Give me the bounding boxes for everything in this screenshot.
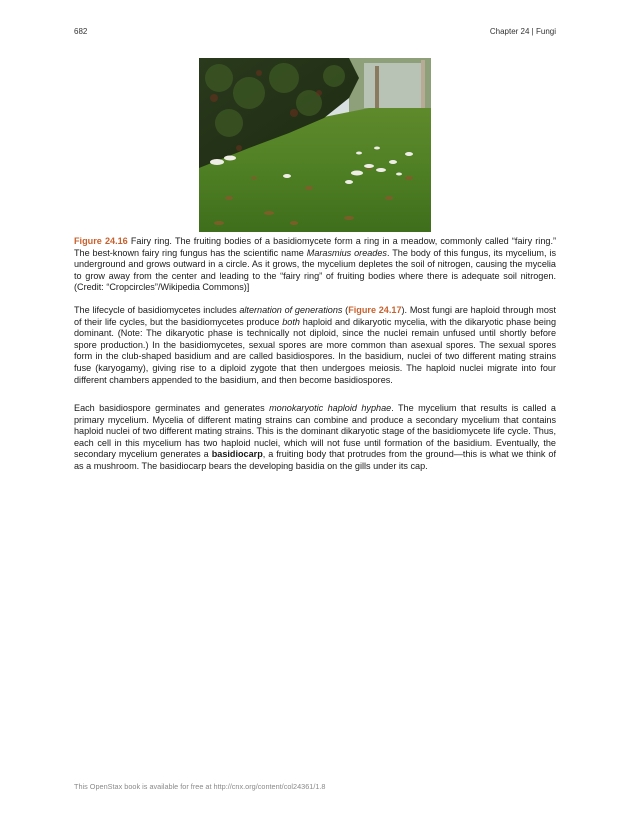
p1-italic-2: both [282,316,300,327]
p2-bold-term: basidiocarp [211,449,263,460]
p1-text-3: ). Most fungi are haploid through most of their life cycles, but the basidiomycetes produce [74,305,556,327]
p1-text-1: The lifecycle of basidiomycetes includes [74,305,240,315]
paragraph-basidiospore [74,403,556,473]
caption-text-1: Fairy ring. The fruiting bodies of a basidiomycete form a ring in a meadow, commonly called “fairy ring.” The best-known fairy ring fungus has the scientific name [74,236,556,258]
p2-text-1: Each basidiospore germinates and generates [74,403,270,413]
page-footer: This OpenStax book is available for free at http://cnx.org/content/col24361/1.8 [74,782,326,791]
fairy-ring-photo [199,58,431,232]
p2-text-2: . The mycelium that results is called a primary mycelium. Mycelia of different mating strains can combine and produce a secondary mycelium that contains haploid nuclei of two different mating strains. This is the dominant dikaryotic stage of the basidiomycete life cycle. Thus, each cell in this mycelium has two haploid nuclei, which will not fuse until formation of the basidium. Eventually, the secondary mycelium generates a [74,403,556,460]
caption-text-2: . The body of this fungus, its mycelium, is underground and grows outward in a circle. As it grows, the mycelium depletes the soil of nitrogen, causing the mycelia to grow away from the center and leading to the “fairy ring” of fruiting bodies where there is adequate soil nitrogen. (Credit: “Cropcircles”/Wikipedia Commons)] [74,247,556,293]
page-number: 682 [74,27,88,36]
p2-text-3: , a fruiting body that protrudes from the ground—this is what we think of as a mushroom. The basidiocarp bears the developing basidia on the gills under its cap. [74,449,556,471]
figure-label: Figure 24.16 [74,236,128,246]
p1-text-2: ( [342,305,349,315]
p1-italic-1: alternation of generations [239,305,343,315]
paragraph-lifecycle [74,305,556,386]
figure-caption [74,236,556,294]
caption-italic: Marasmius oreades [306,247,387,258]
figure-link[interactable]: Figure 24.17 [348,305,402,315]
chapter-title: Chapter 24 | Fungi [489,27,556,36]
p1-text-4: haploid and dikaryotic mycelia, with the dikaryotic phase being dominant. (Note: The dikaryotic phase is technically not diploid, since the nuclei remain unfused until shortly before spore production.) In the basidiomycetes, sexual spores are more common than asexual spores. The sexual spores form in the club-shaped basidium and are called basidiospores. In the basidium, nuclei of two different mating strains fuse (karyogamy), giving rise to a diploid zygote that then undergoes meiosis. The haploid nuclei migrate into four different chambers appended to the basidium, and then become basidiospores. [74,316,556,385]
p2-italic-1: monokaryotic haploid hyphae [269,403,392,413]
